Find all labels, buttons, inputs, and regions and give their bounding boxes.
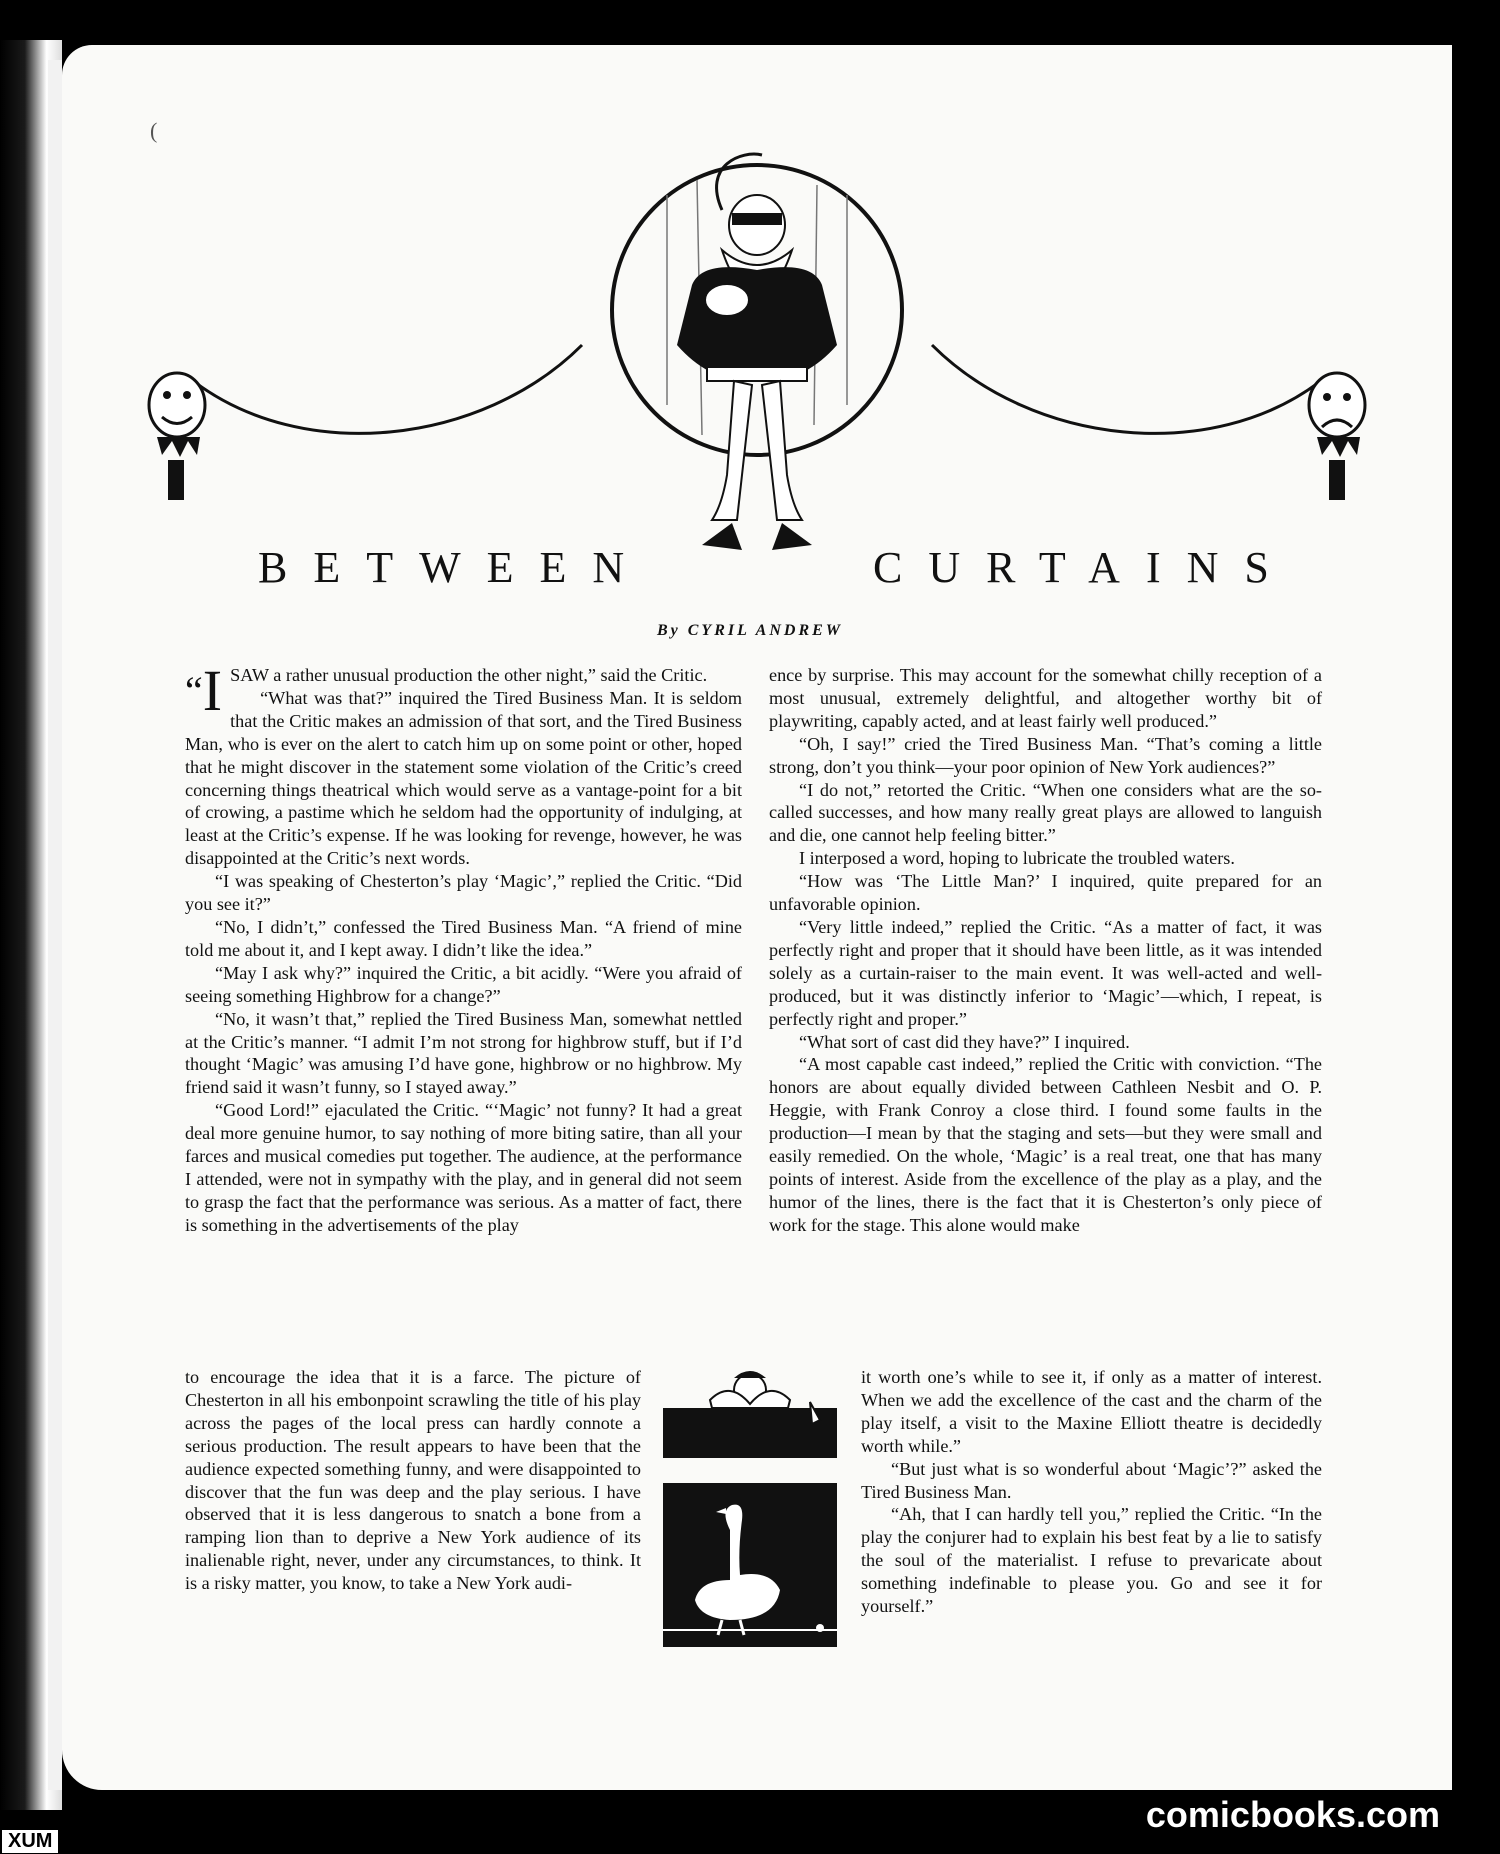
paragraph: “How was ‘The Little Man?’ I inquired, quite prepared for an unfavorable opinion. — [769, 871, 1322, 915]
drop-cap: “I — [185, 658, 223, 723]
column-right-continued — [861, 1366, 1322, 1618]
byline: By CYRIL ANDREW — [656, 622, 844, 639]
paragraph: “What was that?” inquired the Tired Business Man. It is seldom that the Critic makes an admission of that sort, and the Tired Business Man, who is ever on the alert to catch him up on some point or other, hoped that he might discover in the statement some violation of the Critic’s creed concerning things theatrical which would serve as a vantage-point for a bit of crowing, a pastime which he seldom had the opportunity of indulging, at least at the Critic’s expense. If he was looking for revenge, however, he was disappointed at the Critic’s next words. — [185, 687, 742, 869]
paragraph: “No, it wasn’t that,” replied the Tired Business Man, somewhat nettled at the Critic’s manner. “I admit I’m not strong for highbrow stuff, but if I’d thought ‘Magic’ was amusing I’d have gone, highbrow or no highbrow. My friend said it wasn’t funny, so I stayed away.” — [185, 1008, 742, 1098]
right-garland — [932, 345, 1322, 433]
heading-right: CURTAINS — [873, 543, 1295, 592]
column-left-continued — [185, 1366, 641, 1595]
paragraph: “May I ask why?” inquired the Critic, a bit acidly. “Were you afraid of seeing something Highbrow for a change?” — [185, 962, 742, 1006]
heading-left: BETWEEN — [258, 543, 651, 592]
site-watermark: comicbooks.com — [1145, 1794, 1440, 1835]
paragraph: “What sort of cast did they have?” I inquired. — [799, 1031, 1130, 1052]
paragraph: ence by surprise. This may account for the somewhat chilly reception of a most unusual, extremely delightful, and altogether worthy bit of playwriting, capably acted, and at least fairly well produced.” — [769, 665, 1322, 731]
corner-tag: XUM — [2, 1830, 58, 1853]
paragraph: it worth one’s while to see it, if only as a matter of interest. When we add the excellence of the cast and the charm of the play itself, a visit to the Maxine Elliott theatre is decidedly worth while.” — [861, 1367, 1322, 1456]
paragraph: “Good Lord!” ejaculated the Critic. “‘Magic’ not funny? It had a great deal more genuine humor, to say nothing of more biting satire, than all your farces and musical comedies put together. The audience, at the performance I attended, were not in sympathy with the play, and in general did not seem to grasp the fact that the performance was serious. As a matter of fact, there is something in the advertisements of the play — [185, 1100, 742, 1235]
paragraph: “I do not,” retorted the Critic. “When one considers what are the so-called successes, and how many really great plays are allowed to languish and die, one cannot help feeling bitter.” — [769, 779, 1322, 846]
pierrot-figure — [677, 154, 837, 550]
spine-edge — [48, 60, 62, 1790]
paragraph: “No, I didn’t,” confessed the Tired Business Man. “A friend of mine told me about it, and I kept away. I didn’t like the idea.” — [185, 916, 742, 960]
pierrot-peeking-illustration — [660, 1360, 840, 1460]
goose-illustration — [660, 1480, 840, 1650]
paragraph: “Very little indeed,” replied the Critic. “As a matter of fact, it was perfectly right and proper that it should have been little, as it was intended solely as a curtain-raiser to the main event. It was well-acted and well-produced, but it was distinctly inferior to ‘Magic’—which, I repeat, is perfectly right and proper.” — [769, 916, 1322, 1029]
paragraph: I interposed a word, hoping to lubricate the troubled waters. — [799, 848, 1235, 869]
paragraph: “Ah, that I can hardly tell you,” replied the Critic. “In the play the conjurer had to explain his best feat by a lie to satisfy the soul of the materialist. I refuse to prevaricate about something indefinable to please you. Go and see it for yourself.” — [861, 1504, 1322, 1617]
tragedy-mask-right — [1309, 373, 1365, 500]
paragraph: “Oh, I say!” cried the Tired Business Man. “That’s coming a little strong, don’t you think—your poor opinion of New York audiences?” — [769, 733, 1322, 777]
paragraph: “I was speaking of Chesterton’s play ‘Magic’,” replied the Critic. “Did you see it?” — [185, 871, 742, 915]
left-garland — [192, 345, 582, 433]
comedy-mask-left — [149, 373, 205, 500]
column-right — [769, 664, 1322, 1237]
paragraph: “But just what is so wonderful about ‘Magic’?” asked the Tired Business Man. — [861, 1458, 1322, 1502]
column-left — [185, 658, 742, 1237]
margin-mark: ( — [150, 118, 158, 143]
paragraph: “A most capable cast indeed,” replied the Critic with conviction. “The honors are about equally divided between Cathleen Nesbit and O. P. Heggie, with Frank Conroy a close third. I found some faults in the production—I mean by that the staging and sets—but they were small and easily remedied. On the whole, ‘Magic’ is a real treat, one that has many points of interest. Aside from the excellence of the play as a play, and the humor of the lines, there is the fact that it is Chesterton’s only piece of work for the stage. This alone would make — [769, 1054, 1322, 1235]
paragraph: “I SAW a rather unusual production the other night,” said the Critic. — [185, 658, 708, 723]
paragraph: to encourage the idea that it is a farce. The picture of Chesterton in all his embonpoint scrawling the title of his play across the pages of the local press can hardly connote a serious production. The result appears to have been that the audience expected something funny, and were disappointed to discover that the fun was deep and the play serious. I have observed that it is less dangerous to snatch a bone from a ramping lion than to deprive a New York audience of its inalienable right, never, under any circumstances, to think. It is a risky matter, you know, to take a New York audi- — [185, 1367, 641, 1594]
